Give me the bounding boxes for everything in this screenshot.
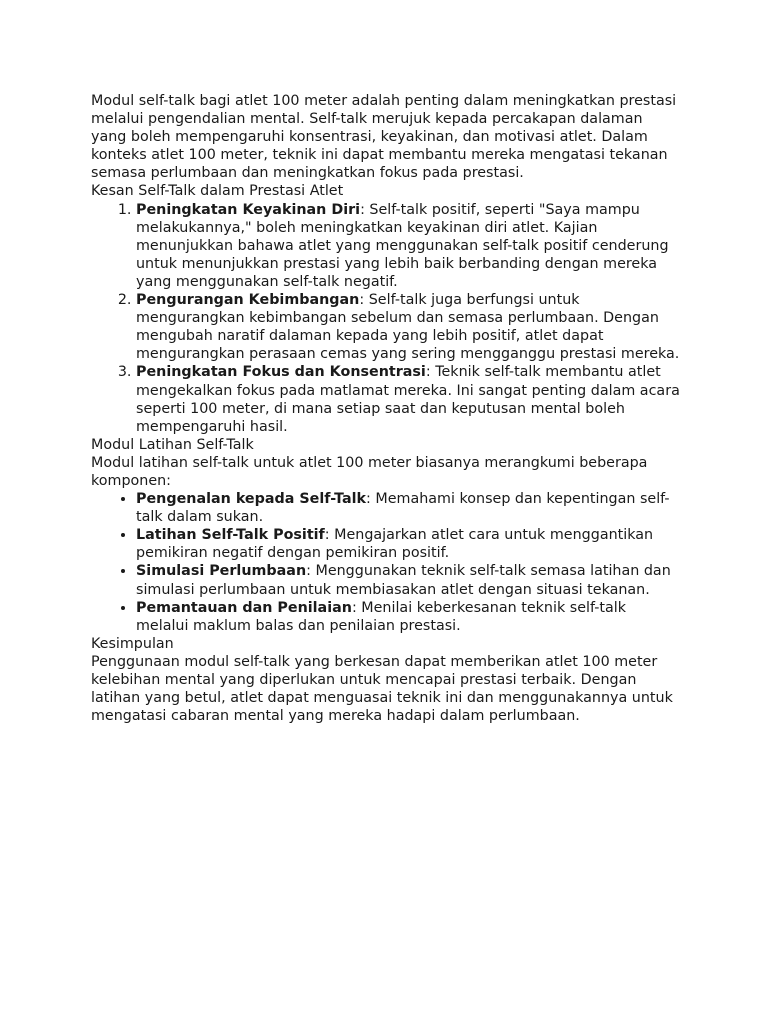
section-heading-kesan: Kesan Self-Talk dalam Prestasi Atlet: [91, 183, 344, 200]
list-item: [136, 363, 681, 435]
list-item-term: Pengenalan kepada Self-Talk: [136, 491, 367, 508]
list-item-text: : Self-talk positif, seperti "Saya mampu melakukannya," boleh meningkatkan keyakinan diri atlet. Kajian menunjukkan bahawa atlet yang menggunakan self-talk positif cenderung untuk menunjukkan prestasi yang lebih baik berbanding dengan mereka yang menggunakan self-talk negatif.: [136, 201, 669, 290]
list-item-text: : Menggunakan teknik self-talk semasa latihan dan simulasi perlumbaan untuk membiasakan atlet dengan situasi tekanan.: [136, 563, 671, 598]
list-item: [136, 562, 681, 598]
list-item-term: Peningkatan Fokus dan Konsentrasi: [136, 364, 426, 381]
list-item-text: : Mengajarkan atlet cara untuk menggantikan pemikiran negatif dengan pemikiran positif.: [136, 527, 654, 562]
section-heading-modul: Modul Latihan Self-Talk: [91, 436, 254, 453]
list-item: [136, 490, 681, 526]
list-item-term: Simulasi Perlumbaan: [136, 563, 307, 580]
list-item-term: Pengurangan Kebimbangan: [136, 292, 360, 309]
section-intro: Modul latihan self-talk untuk atlet 100 meter biasanya merangkumi beberapa komponen:: [91, 454, 648, 489]
list-item: [136, 526, 681, 562]
list-item-term: Latihan Self-Talk Positif: [136, 527, 325, 544]
document-page: [91, 92, 681, 725]
list-item-text: : Teknik self-talk membantu atlet mengekalkan fokus pada matlamat mereka. Ini sangat penting dalam acara seperti 100 meter, di mana setiap saat dan keputusan mental boleh mempengaruhi hasil.: [136, 364, 680, 435]
conclusion-paragraph: Penggunaan modul self-talk yang berkesan dapat memberikan atlet 100 meter kelebihan mental yang diperlukan untuk mencapai prestasi terbaik. Dengan latihan yang betul, atlet dapat menguasai teknik ini dan menggunakannya untuk mengatasi cabaran mental yang mereka hadapi dalam perlumbaan.: [91, 653, 673, 725]
list-item: [136, 201, 681, 291]
list-item-text: : Memahami konsep dan kepentingan self-talk dalam sukan.: [136, 491, 670, 526]
bullet-list: [91, 490, 681, 635]
list-item: [136, 291, 681, 363]
list-item-term: Peningkatan Keyakinan Diri: [136, 201, 361, 218]
list-item-term: Pemantauan dan Penilaian: [136, 599, 352, 616]
numbered-list: [91, 201, 681, 436]
list-item-text: : Menilai keberkesanan teknik self-talk melalui maklum balas dan penilaian prestasi.: [136, 599, 627, 634]
section-heading-kesimpulan: Kesimpulan: [91, 635, 174, 652]
list-item-text: : Self-talk juga berfungsi untuk mengurangkan kebimbangan sebelum dan semasa perlumbaan. Dengan mengubah naratif dalaman kepada yang lebih positif, atlet dapat mengurangkan perasaan cemas yang sering mengganggu prestasi mereka.: [136, 292, 680, 363]
intro-paragraph: Modul self-talk bagi atlet 100 meter adalah penting dalam meningkatkan prestasi melalui pengendalian mental. Self-talk merujuk kepada percakapan dalaman yang boleh mempengaruhi konsentrasi, keyakinan, dan motivasi atlet. Dalam konteks atlet 100 meter, teknik ini dapat membantu mereka mengatasi tekanan semasa perlumbaan dan meningkatkan fokus pada prestasi.: [91, 93, 677, 182]
list-item: [136, 599, 681, 635]
